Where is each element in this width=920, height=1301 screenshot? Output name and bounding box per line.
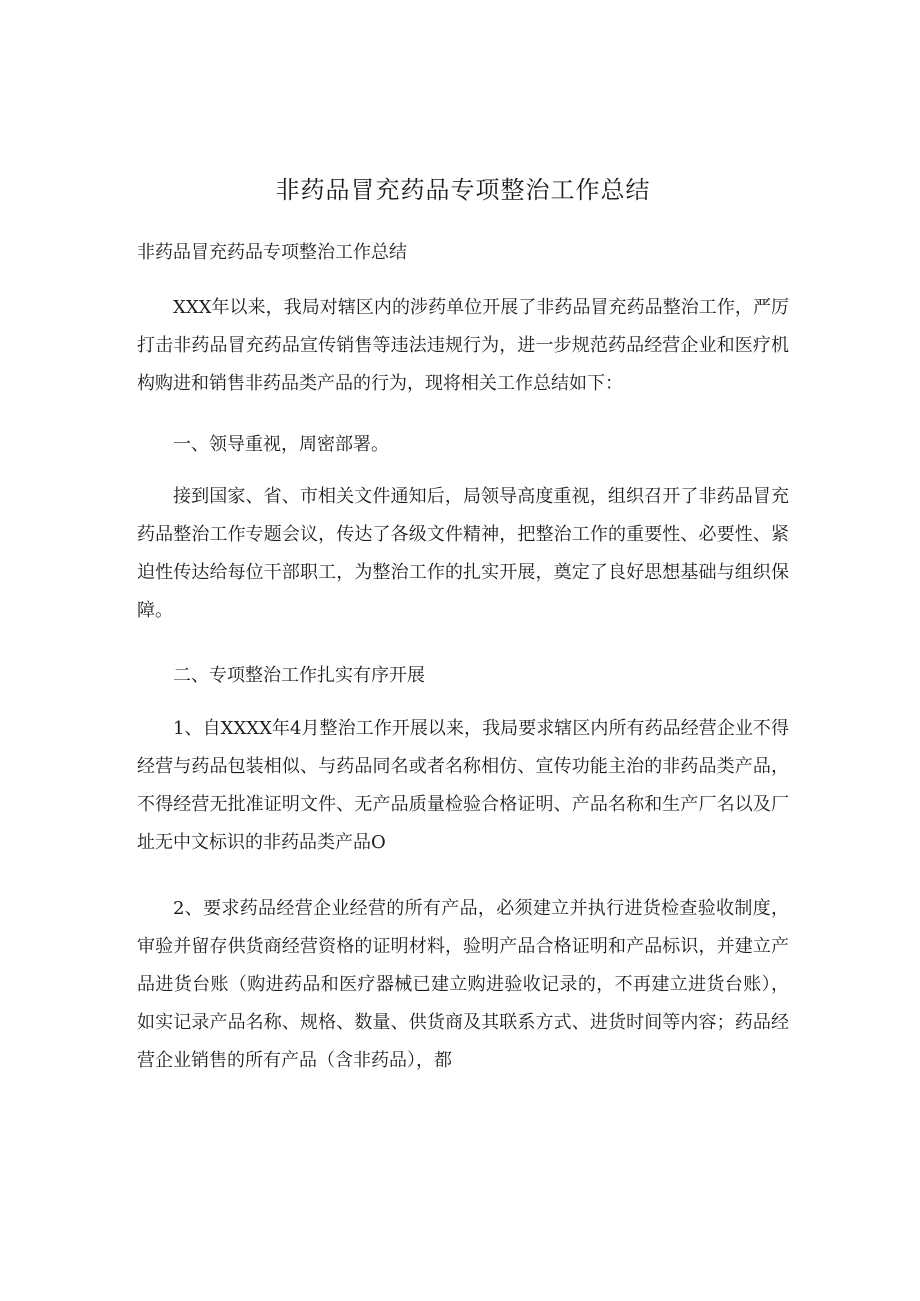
section-2-item-2: 2、要求药品经营企业经营的所有产品，必须建立并执行进货检查验收制度，审验并留存供货商经营资格的证明材料，验明产品合格证明和产品标识，并建立产品进货台账（购进药品和医疗器械已建立购进验收记录的，不再建立进货台账），如实记录产品名称、规格、数量、供货商及其联系方式、进货时间等内容；药品经营企业销售的所有产品（含非药品），都	[137, 898, 789, 1071]
section-1-heading: 一、领导重视，周密部署。	[173, 434, 389, 455]
intro-paragraph: XXX年以来，我局对辖区内的涉药单位开展了非药品冒充药品整治工作，严厉打击非药品冒充药品宣传销售等违法违规行为，进一步规范药品经营企业和医疗机构购进和销售非药品类产品的行为，现将相关工作总结如下：	[137, 297, 789, 394]
section-1-body: 接到国家、省、市相关文件通知后，局领导高度重视，组织召开了非药品冒充药品整治工作专题会议，传达了各级文件精神，把整治工作的重要性、必要性、紧迫性传达给每位干部职工，为整治工作的扎实开展，奠定了良好思想基础与组织保障。	[137, 486, 789, 621]
section-2-heading: 二、专项整治工作扎实有序开展	[173, 665, 425, 686]
document-title: 非药品冒充药品专项整治工作总结	[275, 176, 651, 204]
document-subtitle: 非药品冒充药品专项整治工作总结	[137, 242, 407, 263]
section-2-item-1: 1、自XXXX年4月整治工作开展以来，我局要求辖区内所有药品经营企业不得经营与药品包装相似、与药品同名或者名称相仿、宣传功能主治的非药品类产品，不得经营无批准证明文件、无产品质量检验合格证明、产品名称和生产厂名以及厂址无中文标识的非药品类产品O	[137, 718, 789, 853]
